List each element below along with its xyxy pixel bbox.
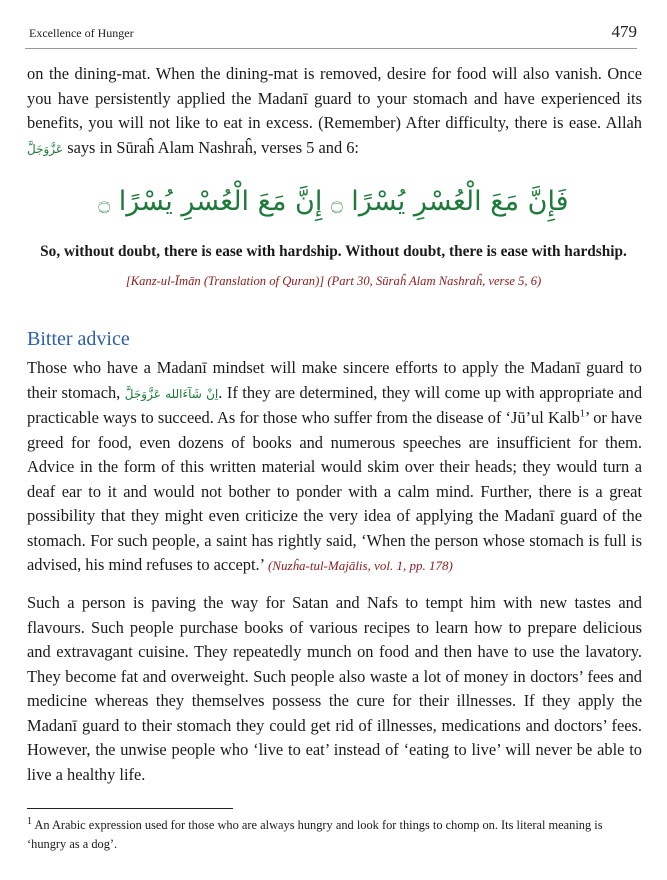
paragraph-intro xyxy=(27,62,642,161)
paragraph-satan-nafs: Such a person is paving the way for Satan and Nafs to tempt him with new tastes and flavours. Such people purchase books of various recipes to learn how to prepare delicious and extravagant cuisine. They repeatedly munch on food and then have to use the lavatory. They become fat and overweight. Such people also waste a lot of money in doctors’ fees and medicine whereas they themselves possess the cure for their illnesses. If they apply the Madanī guard to their stomach they could get rid of illnesses, medications and doctors’ fees. However, the unwise people who ‘live to eat’ instead of ‘eating to live’ will never be able to live a healthy life. xyxy=(27,593,642,784)
page-header xyxy=(25,18,637,49)
honorific-arabic: اِنْ شَآءَالله عَزَّوَجَلَّ xyxy=(124,386,219,401)
paragraph-text: ’ or have greed for food, even dozens of books and numerous speeches are insufficient for them. Advice in the form of this written material would skim over their heads; they would turn a deaf ear to it and would not bother to ponder with a calm mind. Further, there is a great possibility that they might even criticize the very idea of applying the Madanī guard of the stomach. For such people, a saint has rightly said, ‘When the person whose stomach is full is advised, his mind refuses to accept.’ xyxy=(27,408,642,574)
footnote-marker: 1 xyxy=(579,408,585,420)
paragraph-bitter-advice xyxy=(27,356,642,579)
ayah-marker-icon: ۝ xyxy=(98,191,111,215)
footnote-text: An Arabic expression used for those who are always hungry and look for things to chomp on. Its literal meaning is ‘hungry as a dog’. xyxy=(27,818,603,851)
paragraph-text: Those who have a Madanī mindset will make sincere efforts to apply the Madanī guard to their stomach, xyxy=(27,358,642,402)
paragraph-text: . If they are determined, they will come up with appropriate and practicable ways to succeed. As for those who suffer from the disease of ‘Jū’ul Kalb xyxy=(27,382,643,427)
verse-5-arabic: فَإِنَّ مَعَ الْعُسْرِ يُسْرًا xyxy=(351,186,569,217)
verse-translation: So, without doubt, there is ease with hardship. Without doubt, there is ease with hardship. xyxy=(40,243,627,260)
paragraph-intro-text-end: says in Sūraĥ Alam Nashraĥ, verses 5 and 6: xyxy=(63,137,359,157)
paragraph-intro-text: on the dining-mat. When the dining-mat is removed, desire for food will also vanish. Once you have persistently applied the Madanī guard to your stomach and have experienced its benefits, you will not like to eat in excess. (Remember) After difficulty, there is ease. Allah xyxy=(27,64,642,132)
footnote xyxy=(27,816,642,854)
verse-6-arabic: إِنَّ مَعَ الْعُسْرِ يُسْرًا xyxy=(118,186,323,217)
section-heading: Bitter advice xyxy=(27,328,130,350)
footnote-number: 1 xyxy=(27,815,32,827)
ayah-marker-icon: ۝ xyxy=(330,191,343,215)
page-number: 479 xyxy=(611,22,637,41)
citation: (Nuzĥa-tul-Majālis, vol. 1, pp. 178) xyxy=(267,558,453,573)
footnote-divider xyxy=(27,808,233,809)
verse-reference: [Kanz-ul-Īmān (Translation of Quran)] (Part 30, Sūraĥ Alam Nashraĥ, verse 5, 6) xyxy=(125,274,542,288)
running-title: Excellence of Hunger xyxy=(29,26,134,40)
quran-verse-arabic xyxy=(0,186,667,217)
honorific-arabic: عَزَّوَجَلَّ xyxy=(27,141,64,156)
